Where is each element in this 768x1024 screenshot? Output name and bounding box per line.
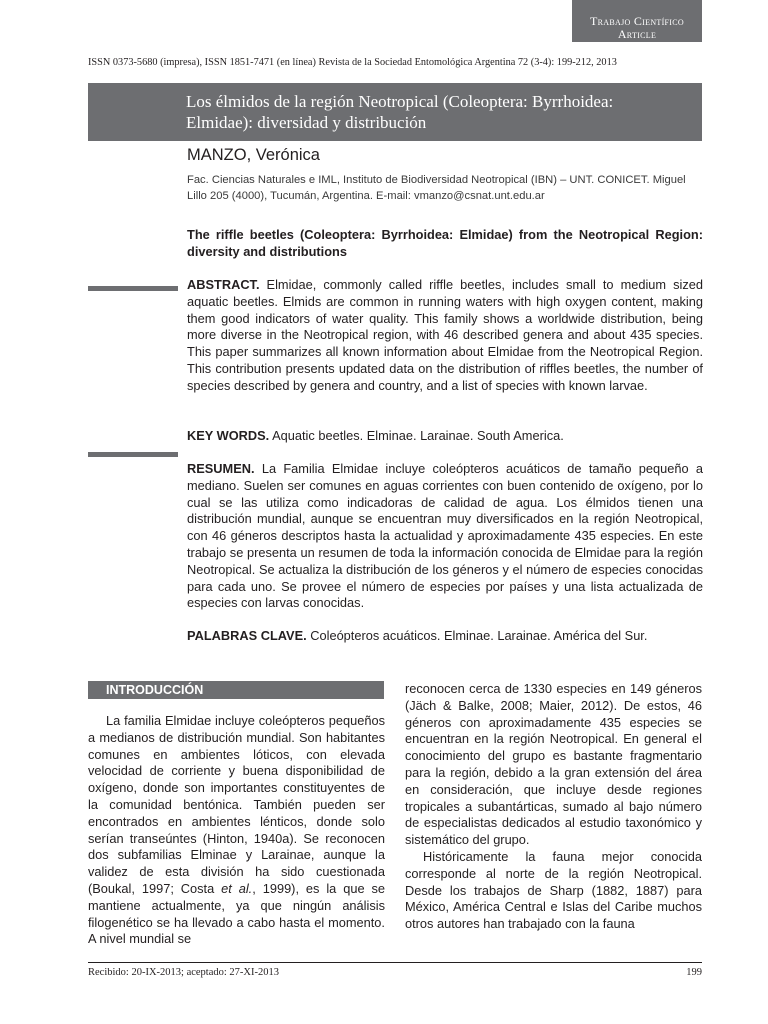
page-number: 199 xyxy=(686,967,702,978)
resumen xyxy=(187,461,703,612)
palabras-clave xyxy=(187,628,703,645)
section-heading-introduccion: INTRODUCCIÓN xyxy=(88,681,384,699)
abstract-label: ABSTRACT. xyxy=(187,277,260,292)
keywords-text: Aquatic beetles. Elminae. Larainae. South America. xyxy=(272,428,564,443)
keywords xyxy=(187,428,703,445)
title-line1: Los élmidos de la región Neotropical (Coleoptera: Byrrhoidea: xyxy=(186,92,614,111)
title-line2: Elmidae): diversidad y distribución xyxy=(186,113,427,132)
palabras-label: PALABRAS CLAVE. xyxy=(187,628,307,643)
journal-citation: ISSN 0373-5680 (impresa), ISSN 1851-7471 (en línea) Revista de la Sociedad Entomológica Argentina 72 (3-4): 199-212, 2013 xyxy=(88,57,617,68)
intro-column-left xyxy=(88,713,385,948)
article-type-tag xyxy=(572,0,702,42)
resumen-text: La Familia Elmidae incluye coleópteros acuáticos de tamaño pequeño a mediano. Suelen ser comunes en aguas corrientes con buen contenido de oxígeno, por lo cual se las utiliza como indicadoras de calidad de agua. Los élmidos tienen una distribución mundial, aunque se encuentran muy diversificados en la región Neotropical, con 46 géneros descriptos hasta la actualidad y aproximadamente 435 especies. En este trabajo se presenta un resumen de toda la información conocida de Elmidae para la región Neotropical. Se actualiza la distribución de los géneros y el número de especies conocidas para cada uno. Se provee el número de especies por países y una lista actualizada de especies con larvas conocidas. xyxy=(187,461,703,611)
title-box xyxy=(88,83,702,141)
intro-paragraph-1-cont: reconocen cerca de 1330 especies en 149 géneros (Jäch & Balke, 2008; Maier, 2012). De estos, 46 géneros con aproximadamente 435 especies se encuentran en la región Neotropical. En general el conocimiento del grupo es bastante fragmentario para la región, debido a la gran extensión del área en consideración, que incluye desde regiones tropicales a subantárticas, sumado al bajo número de especialistas dedicados al estudio taxonómico y sistemático del grupo. xyxy=(405,681,702,848)
author-affiliation: Fac. Ciencias Naturales e IML, Instituto de Biodiversidad Neotropical (IBN) – UNT. CONICET. Miguel Lillo 205 (4000), Tucumán, Argentina. E-mail: vmanzo@csnat.unt.edu.ar xyxy=(187,174,686,202)
intro-p1-part-b: , 1999), es la que se mantiene actualmente, ya que ningún análisis filogenético se ha llevado a cabo hasta el momento. A nivel mundial se xyxy=(88,880,385,947)
received-accepted-dates: Recibido: 20-IX-2013; aceptado: 27-XI-2013 xyxy=(88,967,279,978)
intro-p1-etal: et al. xyxy=(221,880,253,896)
english-title: The riffle beetles (Coleoptera: Byrrhoidea: Elmidae) from the Neotropical Region: diversity and distributions xyxy=(187,227,703,259)
intro-paragraph-1 xyxy=(88,713,385,948)
article-type-line2: Article xyxy=(617,27,657,41)
article-type-line1: Trabajo Científico xyxy=(590,14,684,28)
intro-column-right xyxy=(405,681,702,933)
keywords-label: KEY WORDS. xyxy=(187,428,270,443)
intro-p1-part-a: La familia Elmidae incluye coleópteros pequeños a medianos de distribución mundial. Son habitantes comunes en ambientes lóticos, con elevada velocidad de corriente y buena disponibilidad de oxígeno, donde son importantes constituyentes de la comunidad bentónica. También pueden ser encontrados en ambientes lénticos, donde solo serían transeúntes (Hinton, 1940a). Se reconocen dos subfamilias Elminae y Larainae, aunque la validez de esta división ha sido cuestionada (Boukal, 1997; Costa xyxy=(88,713,385,896)
author-name: MANZO, Verónica xyxy=(187,146,320,164)
footer-rule xyxy=(88,962,702,963)
article-title xyxy=(88,83,702,133)
abstract-side-bar xyxy=(88,286,178,291)
palabras-text: Coleópteros acuáticos. Elminae. Larainae. América del Sur. xyxy=(310,628,648,643)
resumen-label: RESUMEN. xyxy=(187,461,255,476)
abstract xyxy=(187,277,703,395)
resumen-side-bar xyxy=(88,452,178,457)
abstract-text: Elmidae, commonly called riffle beetles, includes small to medium sized aquatic beetles. Elmids are common in running waters with high oxygen content, making them good indicators of water quality. This family shows a worldwide distribution, being more diverse in the Neotropical region, with 46 described genera and about 435 species. This paper summarizes all known information about Elmidae from the Neotropical Region. This contribution presents updated data on the distribution of riffles beetles, the number of species described by genera and country, and a list of species with known larvae. xyxy=(187,277,703,393)
intro-paragraph-2: Históricamente la fauna mejor conocida corresponde al norte de la región Neotropical. Desde los trabajos de Sharp (1882, 1887) para México, América Central e Islas del Caribe muchos otros autores han trabajado con la fauna xyxy=(405,848,702,932)
